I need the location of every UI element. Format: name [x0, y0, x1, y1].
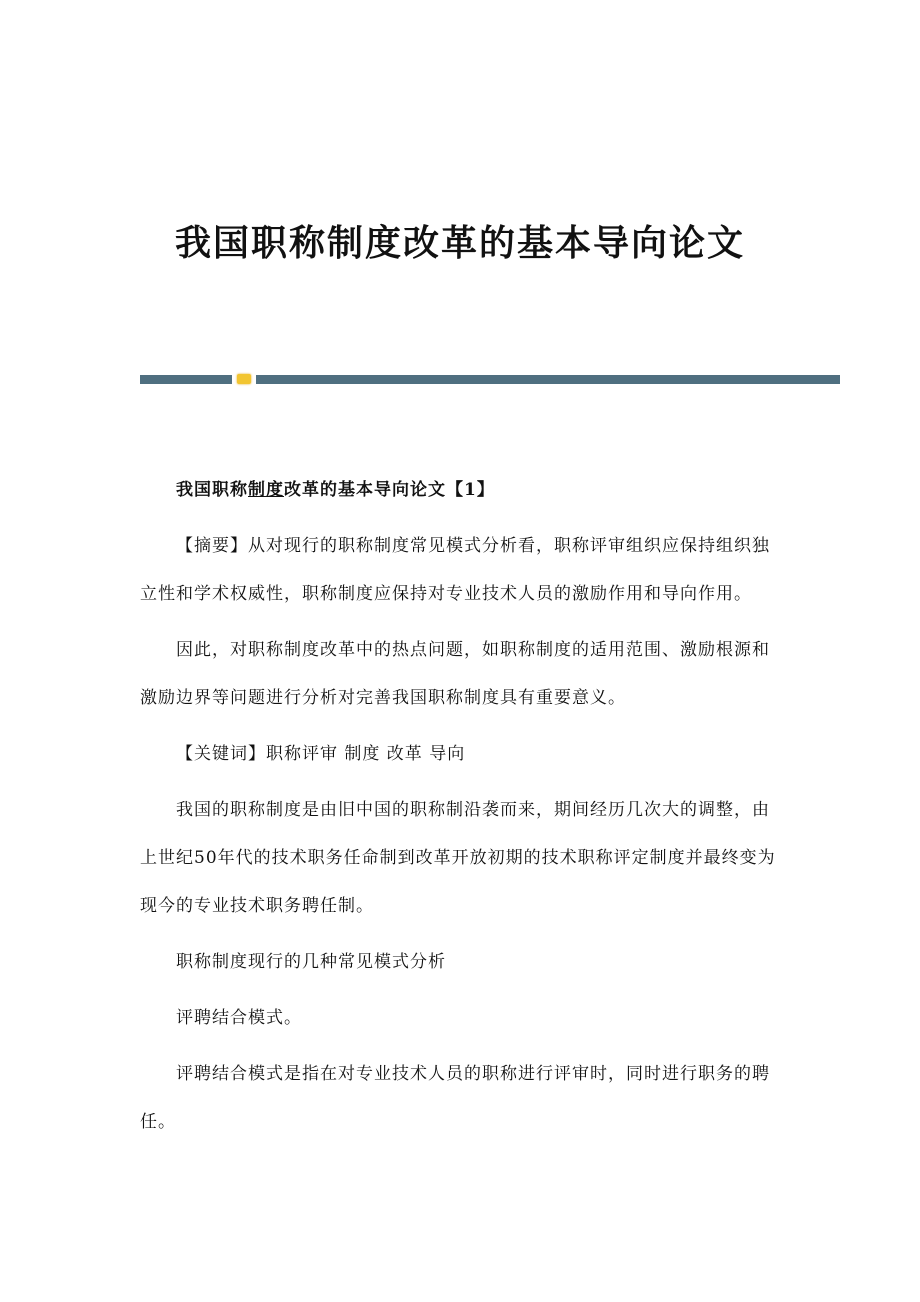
subheading: 职称制度现行的几种常见模式分析	[176, 952, 446, 972]
decorative-divider	[140, 375, 840, 384]
document-title: 我国职称制度改革的基本导向论文	[174, 222, 745, 264]
subheading: 评聘结合模式。	[176, 1008, 302, 1028]
document-body	[140, 466, 780, 1154]
section-heading	[140, 466, 780, 514]
divider-right	[256, 375, 840, 384]
paragraph: 因此，对职称制度改革中的热点问题，如职称制度的适用范围、激励根源和激励边界等问题进行分析对完善我国职称制度具有重要意义。	[140, 640, 770, 708]
heading-link-text: 制度	[248, 480, 284, 500]
divider-left	[140, 375, 232, 384]
paragraph: 我国的职称制度是由旧中国的职称制沿袭而来，期间经历几次大的调整，由上世纪50年代的技术职务任命制到改革开放初期的技术职称评定制度并最终变为现今的专业技术职务聘任制。	[140, 800, 776, 916]
divider-ornament-icon	[237, 374, 251, 384]
heading-text: 我国职称	[176, 480, 248, 500]
heading-text: 改革的基本导向论文【1】	[284, 480, 495, 500]
paragraph: 评聘结合模式是指在对专业技术人员的职称进行评审时，同时进行职务的聘任。	[140, 1064, 770, 1132]
abstract-paragraph: 【摘要】从对现行的职称制度常见模式分析看，职称评审组织应保持组织独立性和学术权威性，职称制度应保持对专业技术人员的激励作用和导向作用。	[140, 536, 770, 604]
keywords: 【关键词】职称评审 制度 改革 导向	[176, 744, 466, 764]
